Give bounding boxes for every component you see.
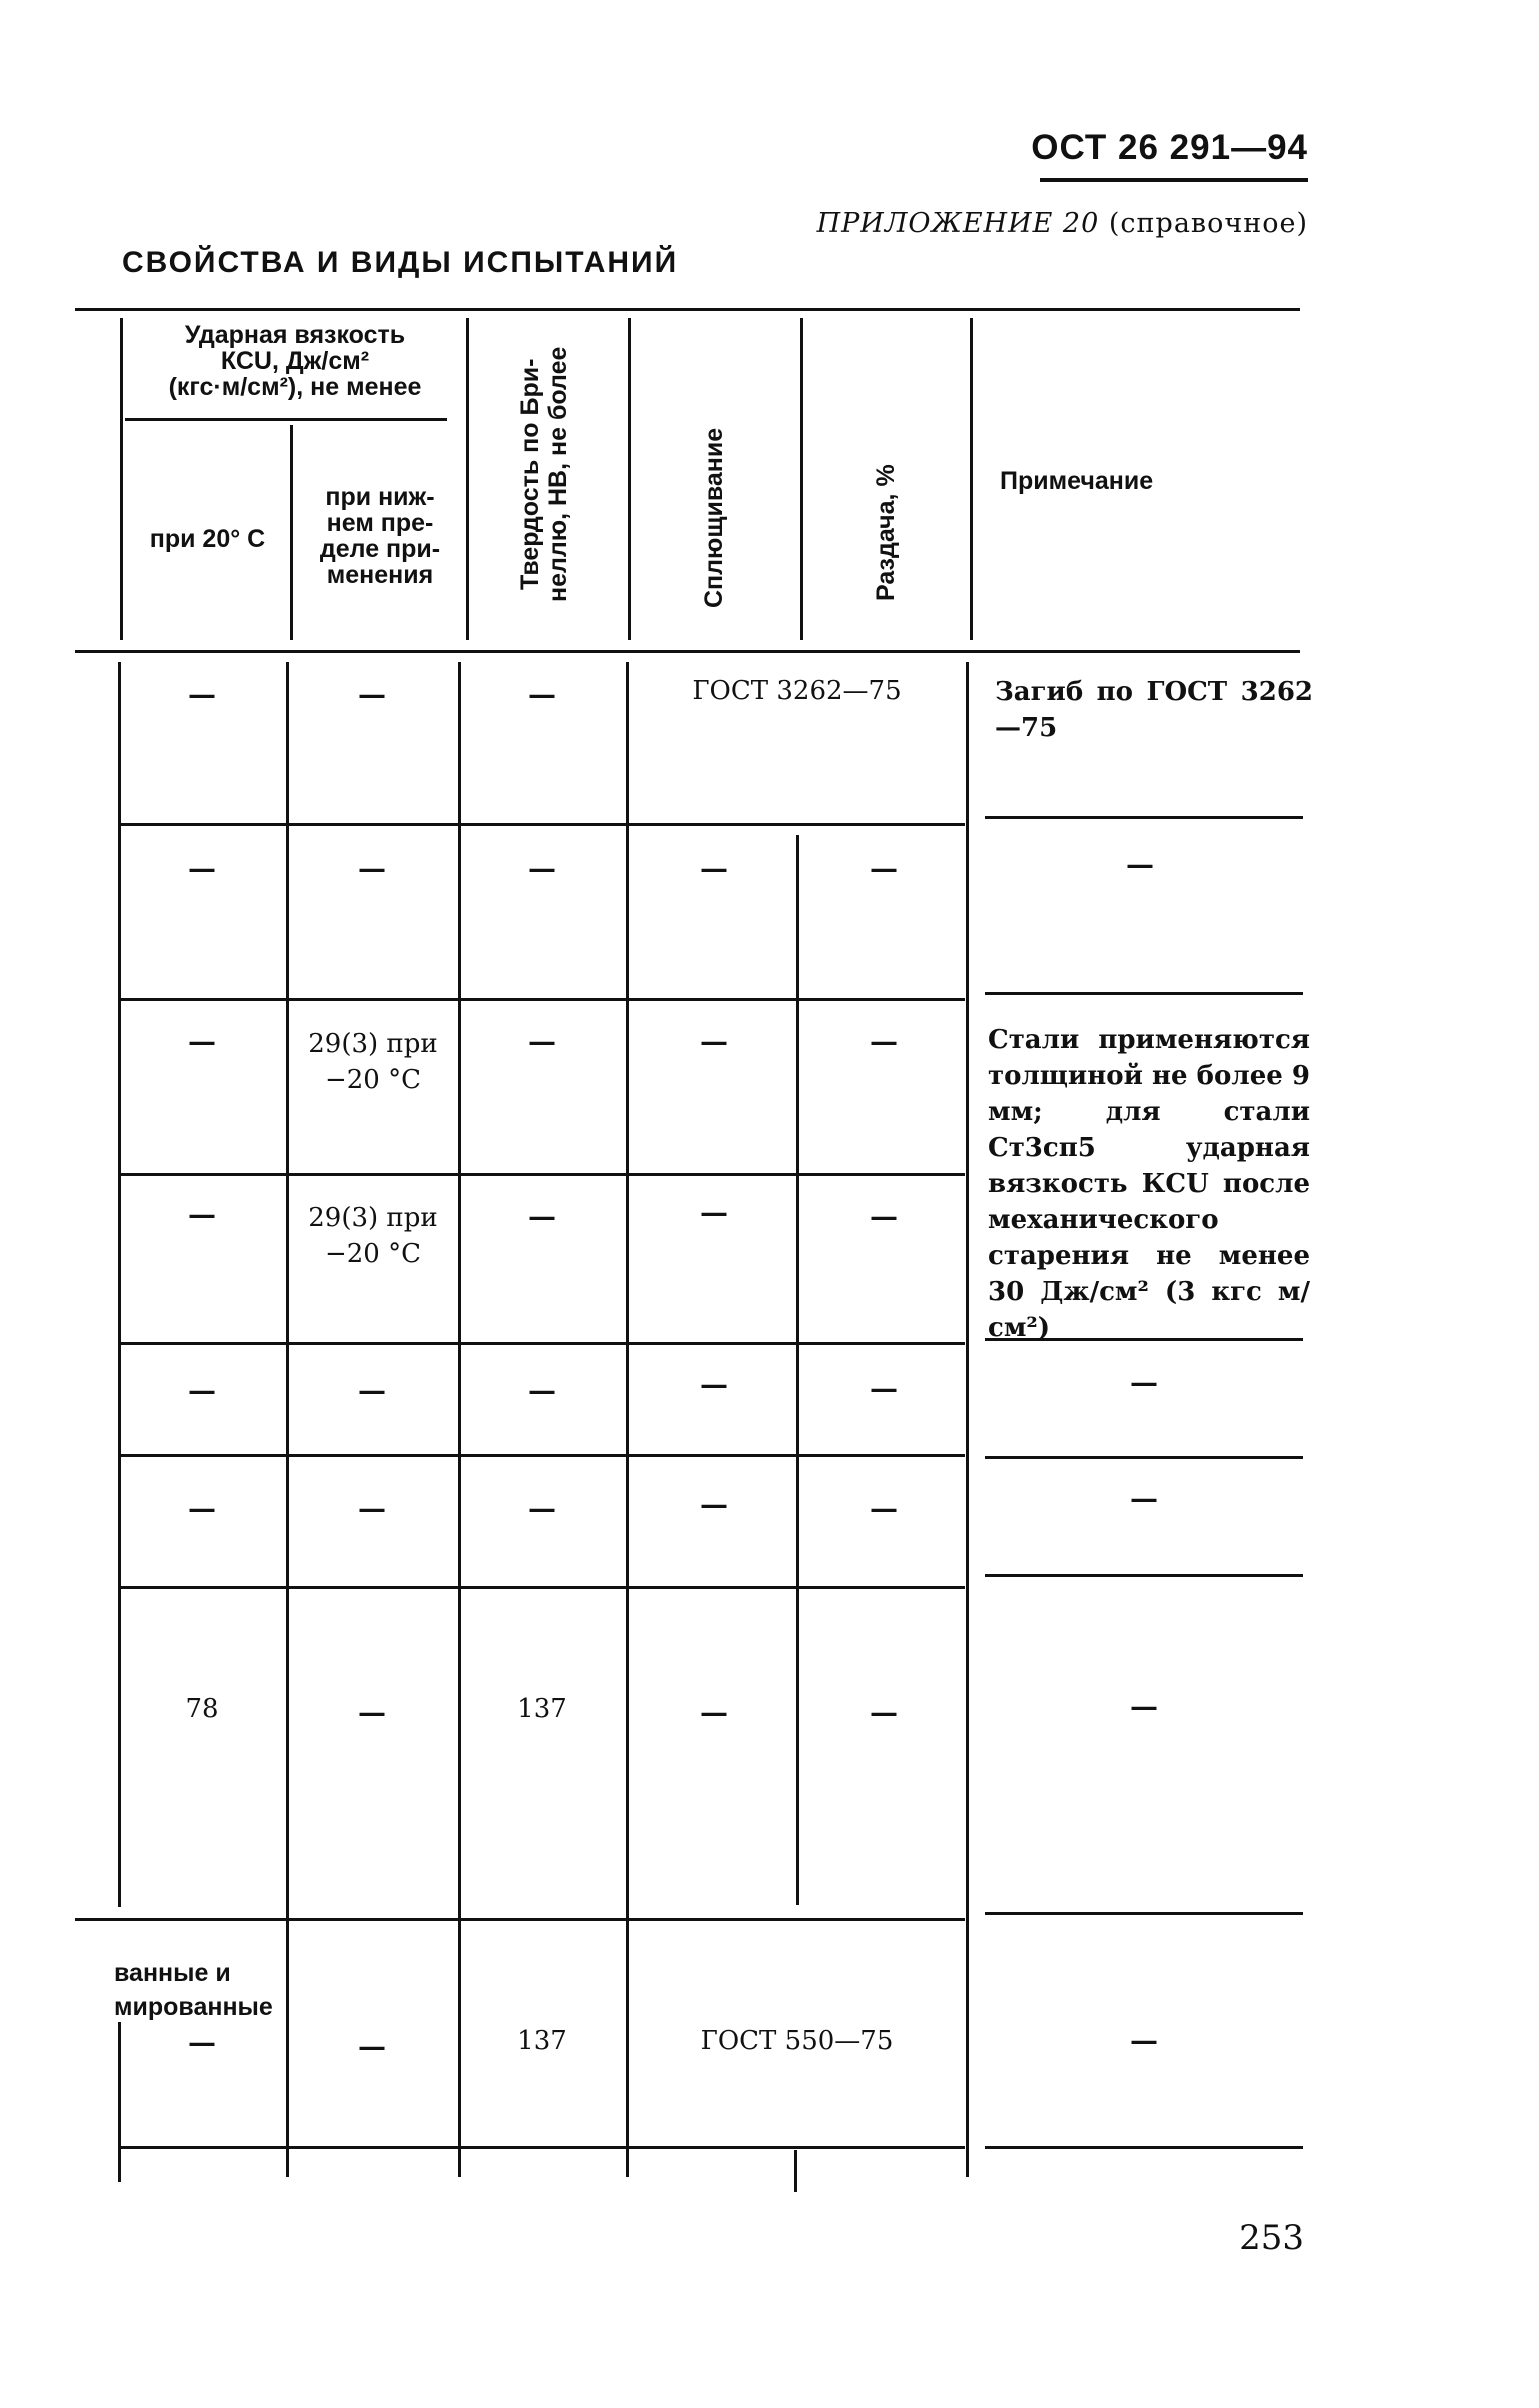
cell-impact-20: — (188, 1374, 216, 1407)
cell-impact-low: 29(3) при −20 °С (308, 1029, 438, 1095)
cell-impact-low: — (358, 1374, 386, 1407)
header-impact-line: Ударная вязкость (184, 321, 406, 349)
header-low-line: при ниж- (325, 483, 435, 511)
row-rule (985, 1574, 1303, 1577)
cell-hardness: — (528, 1025, 556, 1058)
body-vline (118, 662, 121, 1907)
cell-flattening: — (700, 852, 728, 885)
hdr-vline (466, 318, 469, 640)
impact-group-rule (125, 418, 447, 421)
cell-hardness: — (528, 1374, 556, 1407)
header-at-20: при 20° С (149, 525, 266, 553)
header-bottom-rule (75, 650, 1300, 653)
row-rule (985, 2146, 1303, 2149)
row-rule (120, 998, 965, 1001)
header-flattening: Сплющивание (700, 427, 728, 608)
cell-note-merged: Стали применяются толщиной не более 9 мм; для стали Ст3сп5 ударная вязкость КСU после механического старения не менее 30 Дж/см² (3 кгс м/см²) (988, 1025, 1310, 1343)
cell-note: Загиб по ГОСТ 3262—75 (995, 677, 1313, 743)
cell-hardness: — (528, 678, 556, 711)
cell-note: — (1130, 1366, 1158, 1399)
cell-flattening: — (700, 1196, 728, 1229)
hdr-vline (120, 318, 123, 640)
cell-hardness: — (528, 1492, 556, 1525)
row-rule (120, 1586, 965, 1589)
standard-code-underline (1040, 178, 1308, 182)
cell-note: — (1130, 2024, 1158, 2057)
row-rule (120, 1454, 965, 1457)
body-vline (966, 662, 969, 2177)
body-vline (458, 662, 461, 2177)
cell-expansion: — (870, 1372, 898, 1405)
header-low-line: нем пре- (326, 509, 434, 537)
row-rule (120, 1173, 965, 1176)
cell-impact-20: — (188, 1025, 216, 1058)
body-vline (118, 2022, 121, 2182)
header-impact-strength (125, 322, 465, 400)
cell-flattening: — (700, 1368, 728, 1401)
body-vline (286, 662, 289, 2177)
hdr-vline (290, 425, 293, 640)
page-number: 253 (1239, 2218, 1304, 2258)
cell-hardness: — (528, 852, 556, 885)
header-low-line: деле при- (319, 535, 441, 563)
row-label-fragment (114, 1956, 273, 2024)
cell-expansion: — (870, 1025, 898, 1058)
cell-impact-low: — (358, 678, 386, 711)
header-hardness-line: Твердость по Бри- (516, 358, 544, 591)
cell-flattening: — (700, 1696, 728, 1729)
hdr-vline (628, 318, 631, 640)
row-rule (120, 1342, 965, 1345)
cell-impact-20: — (188, 678, 216, 711)
cell-flattening: ГОСТ 3262—75 (692, 676, 902, 706)
header-hardness-line: неллю, НВ, не более (544, 346, 572, 603)
hdr-vline (800, 318, 803, 640)
cell-note: — (1126, 848, 1154, 881)
row-rule (75, 1918, 965, 1921)
cell-impact-20: — (188, 1198, 216, 1231)
cell-impact-low: — (358, 2030, 386, 2063)
cell-impact-low: — (358, 852, 386, 885)
cell-impact-20: — (188, 1492, 216, 1525)
cell-impact-low: — (358, 1492, 386, 1525)
body-vline (796, 835, 799, 1905)
row-label-line: ванные и (114, 1959, 231, 1987)
appendix-label (817, 208, 1308, 239)
appendix-number: ПРИЛОЖЕНИЕ 20 (816, 208, 1100, 239)
row-rule (985, 992, 1303, 995)
cell-hardness: — (528, 1200, 556, 1233)
cell-impact-low: 29(3) при −20 °С (308, 1203, 438, 1269)
cell-impact-20: — (188, 2026, 216, 2059)
row-rule (120, 2146, 965, 2149)
row-rule (985, 816, 1303, 819)
cell-expansion: — (870, 852, 898, 885)
hdr-vline (970, 318, 973, 640)
row-rule (120, 823, 965, 826)
body-vline (626, 662, 629, 2177)
header-at-low-temp (296, 484, 464, 588)
cell-expansion: — (870, 1696, 898, 1729)
page-title: СВОЙСТВА И ВИДЫ ИСПЫТАНИЙ (122, 246, 679, 279)
cell-hardness: 137 (517, 1694, 567, 1724)
cell-hardness: 137 (517, 2026, 567, 2056)
header-impact-line: КСU, Дж/см² (220, 347, 370, 375)
cell-impact-low: — (358, 1696, 386, 1729)
header-low-line: менения (326, 561, 434, 589)
header-impact-line: (кгс·м/см²), не менее (168, 373, 422, 401)
standard-code: ОСТ 26 291—94 (1031, 128, 1308, 167)
appendix-type: (справочное) (1108, 208, 1308, 239)
cell-flattening: ГОСТ 550—75 (700, 2026, 894, 2056)
cell-note: — (1130, 1690, 1158, 1723)
row-rule (985, 1456, 1303, 1459)
body-vline (794, 2150, 797, 2192)
cell-flattening: — (700, 1488, 728, 1521)
row-rule (985, 1912, 1303, 1915)
cell-flattening: — (700, 1025, 728, 1058)
header-note: Примечание (1000, 467, 1154, 495)
cell-impact-20: — (188, 852, 216, 885)
row-label-line: мированные (114, 1993, 273, 2021)
cell-impact-20: 78 (185, 1694, 219, 1724)
header-hardness (516, 322, 572, 627)
table-top-rule (75, 308, 1300, 311)
cell-expansion: — (870, 1200, 898, 1233)
cell-expansion: — (870, 1492, 898, 1525)
header-expansion: Раздача, % (872, 464, 900, 601)
cell-note: — (1130, 1482, 1158, 1515)
